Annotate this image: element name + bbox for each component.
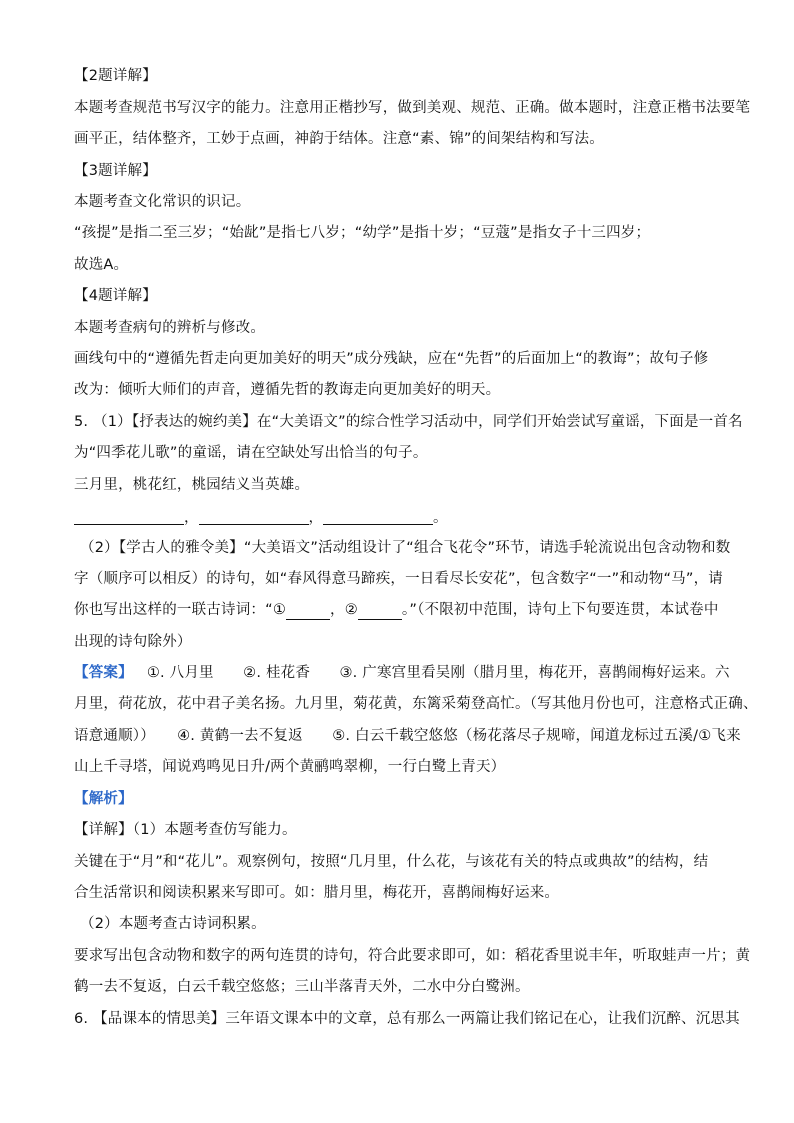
answer-blank[interactable] (74, 524, 184, 525)
blank-separator: ， (308, 510, 323, 526)
analysis-line: 要求写出包含动物和数字的两句连贯的诗句，符合此要求即可，如：稻花香里说丰年，听取蛙声一片；黄 (74, 948, 751, 964)
question-5-text: 5. （1）【抒表达的婉约美】在“大美语文”的综合性学习活动中，同学们开始尝试写童谣，下面是一首名 (74, 414, 743, 430)
blank-separator: 。 (433, 510, 448, 526)
text-line: 三月里，桃花红，桃园结义当英雄。 (74, 477, 310, 493)
text-line: 为“四季花儿歌”的童谣，请在空缺处写出恰当的句子。 (74, 445, 428, 461)
text-line: “孩提”是指二至三岁；“始龀”是指七八岁；“幼学”是指十岁；“豆蔻”是指女子十三四岁； (74, 225, 651, 241)
answer-blank[interactable] (286, 603, 330, 620)
heading-q2-detail: 【2题详解】 (74, 68, 157, 84)
analysis-line: 合生活常识和阅读积累来写即可。如：腊月里，梅花开，喜鹊闹梅好运来。 (74, 885, 560, 901)
text-line: 画平正，结体整齐，工妙于点画，神韵于结体。注意“素、锦”的间架结构和写法。 (74, 131, 604, 147)
answer-line: 山上千寻塔，闻说鸡鸣见日升/两个黄鹂鸣翠柳，一行白鹭上青天） (74, 759, 506, 775)
answer-label: 【答案】 (74, 665, 133, 681)
question-5-part2: （2）【学古人的雅令美】“大美语文”活动组设计了“组合飞花令”环节，请选手轮流说出包含动物和数 (80, 540, 731, 556)
answer-line: 语意通顺）） ④. 黄鹤一去不复返 ⑤. 白云千载空悠悠（杨花落尽子规啼，闻道龙标过五溪/①飞来 (74, 728, 741, 744)
text-line: 字（顺序可以相反）的诗句，如“春风得意马蹄疾，一日看尽长安花”，包含数字“一”和动物“马”，请 (74, 571, 723, 587)
analysis-line: 关键在于“月”和“花儿”。观察例句，按照“几月里，什么花，与该花有关的特点或典故”的结构，结 (74, 854, 709, 870)
question-6-text: 6. 【品课本的情思美】三年语文课本中的文章，总有那么一两篇让我们铭记在心，让我们沉醉、沉思其 (74, 1011, 740, 1027)
analysis-line: 鹤一去不复返，白云千载空悠悠；三山半落青天外，二水中分白鹭洲。 (74, 979, 530, 995)
heading-q3-detail: 【3题详解】 (74, 163, 157, 179)
answer-blank[interactable] (358, 603, 402, 620)
text-line: 画线句中的“遵循先哲走向更加美好的明天”成分残缺，应在“先哲”的后面加上“的教诲”；故句子修 (74, 351, 709, 367)
text-line: 出现的诗句除外） (74, 634, 192, 650)
text-line: 本题考查文化常识的识记。 (74, 194, 251, 210)
fill-in-blanks (74, 508, 454, 528)
analysis-label: 【解析】 (74, 791, 133, 807)
analysis-line: （2）本题考查古诗词积累。 (80, 916, 266, 932)
answer-line: 【答案】 ①. 八月里 ②. 桂花香 ③. 广寒宫里看吴刚（腊月里，梅花开，喜鹊闹梅好运来。六 (74, 665, 730, 681)
blank-separator: ， (184, 510, 199, 526)
text-line: 本题考查病句的辨析与修改。 (74, 320, 266, 336)
answer-blank[interactable] (199, 524, 309, 525)
text-line: 故选A。 (74, 257, 129, 273)
analysis-line: 【详解】（1）本题考查仿写能力。 (74, 822, 297, 838)
text-line: 改为：倾听大师们的声音，遵循先哲的教诲走向更加美好的明天。 (74, 382, 501, 398)
answer-line: 月里，荷花放，花中君子美名扬。九月里，菊花黄，东篱采菊登高忙。（写其他月份也可，注意格式正确、 (74, 696, 758, 712)
answer-blank[interactable] (323, 524, 433, 525)
heading-q4-detail: 【4题详解】 (74, 288, 157, 304)
text-line: 你也写出这样的一联古诗词：“① ，② 。”（不限初中范围，诗句上下句要连贯，本试卷中 (74, 602, 719, 618)
text-line: 本题考查规范书写汉字的能力。注意用正楷抄写，做到美观、规范、正确。做本题时，注意正楷书法要笔 (74, 100, 751, 116)
